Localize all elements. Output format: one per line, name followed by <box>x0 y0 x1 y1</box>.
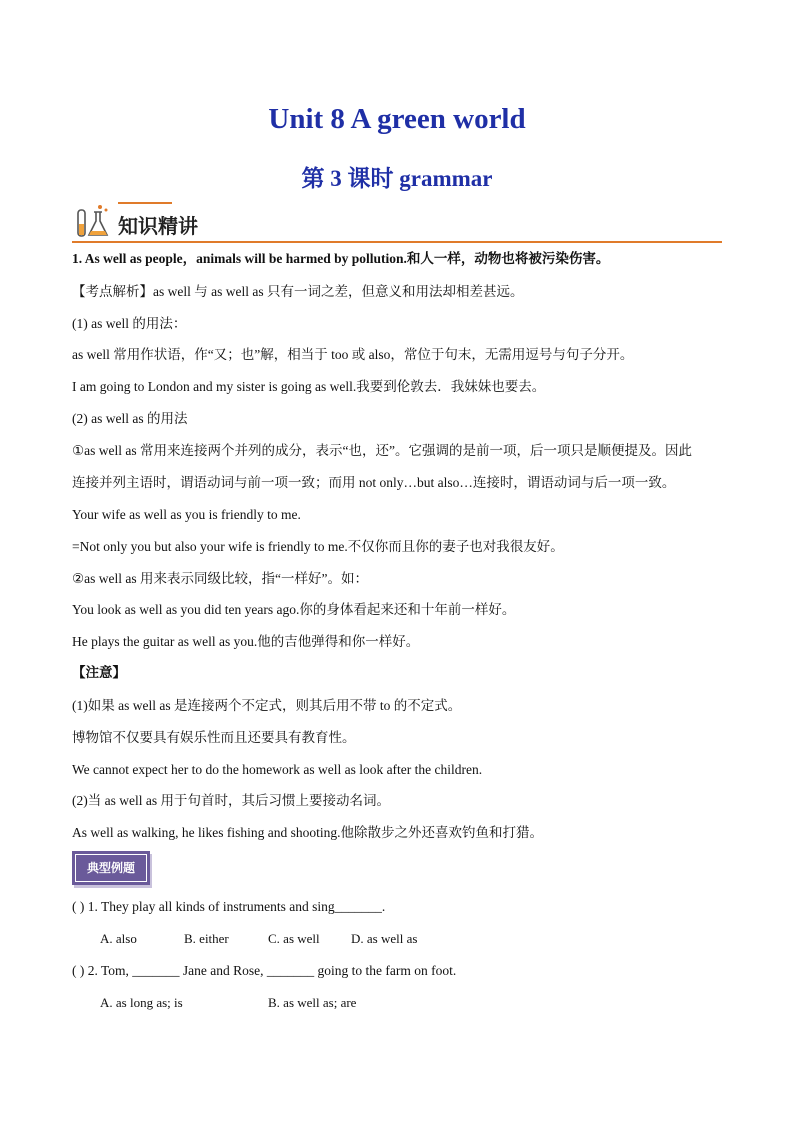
note-example-cn: 博物馆不仅要具有娱乐性而且还要具有教育性。 <box>72 730 356 745</box>
example-sentence: Your wife as well as you is friendly to me. <box>72 507 301 522</box>
example-sentence: =Not only you but also your wife is friendly to me.不仅你而且你的妻子也对我很友好。 <box>72 539 564 554</box>
lab-flask-icon <box>72 202 112 242</box>
q2-option-b: B. as well as; are <box>268 995 357 1010</box>
example-sentence: He plays the guitar as well as you.他的吉他弹得和你一样好。 <box>72 634 420 649</box>
question-2: ( ) 2. Tom, _______ Jane and Rose, _______ going to the farm on foot. <box>72 963 457 978</box>
usage-text-2a: ①as well as 常用来连接两个并列的成分，表示“也，还”。它强调的是前一项，后一项只是顺便提及。因此 <box>72 443 692 458</box>
section-header <box>72 200 722 244</box>
question-1: ( ) 1. They play all kinds of instruments and sing_______. <box>72 899 386 914</box>
q1-option-d: D. as well as <box>351 931 418 946</box>
section-label: 知识精讲 <box>118 214 198 238</box>
lesson-title: 第 3 课时 grammar <box>301 166 493 191</box>
usage-text-2b: 连接并列主语时，谓语动词与前一项一致；而用 not only…but also…连接时，谓语动词与后一项一致。 <box>72 475 676 490</box>
example-sentence: I am going to London and my sister is going as well.我要到伦敦去．我妹妹也要去。 <box>72 379 546 394</box>
q1-option-c: C. as well <box>268 931 320 946</box>
usage-heading-2: (2) as well as 的用法 <box>72 411 188 426</box>
examples-badge-label: 典型例题 <box>75 854 147 882</box>
examples-badge <box>72 851 150 885</box>
q1-option-a: A. also <box>100 931 137 946</box>
note-text-2: (2)当 as well as 用于句首时，其后习惯上要接动名词。 <box>72 793 390 808</box>
usage-heading-1: (1) as well 的用法： <box>72 316 187 331</box>
note-example: As well as walking, he likes fishing and shooting.他除散步之外还喜欢钓鱼和打猎。 <box>72 825 543 840</box>
note-example-en: We cannot expect her to do the homework as well as look after the children. <box>72 762 483 777</box>
note-text-1: (1)如果 as well as 是连接两个不定式，则其后用不带 to 的不定式。 <box>72 698 462 713</box>
key-sentence: 1. As well as people，animals will be harmed by pollution.和人一样，动物也将被污染伤害。 <box>72 251 610 266</box>
q2-option-a: A. as long as; is <box>100 995 183 1010</box>
section-top-rule <box>118 202 172 204</box>
usage-text-3: ②as well as 用来表示同级比较，指“一样好”。如： <box>72 571 368 586</box>
note-heading: 【注意】 <box>72 665 126 680</box>
example-sentence: You look as well as you did ten years ago.你的身体看起来还和十年前一样好。 <box>72 602 516 617</box>
section-divider <box>72 241 722 243</box>
analysis-intro: 【考点解析】as well 与 as well as 只有一词之差，但意义和用法却相差甚远。 <box>72 284 524 299</box>
usage-text-1: as well 常用作状语，作“又；也”解，相当于 too 或 also，常位于句末，无需用逗号与句子分开。 <box>72 347 634 362</box>
unit-title: Unit 8 A green world <box>268 103 526 135</box>
q1-option-b: B. either <box>184 931 229 946</box>
